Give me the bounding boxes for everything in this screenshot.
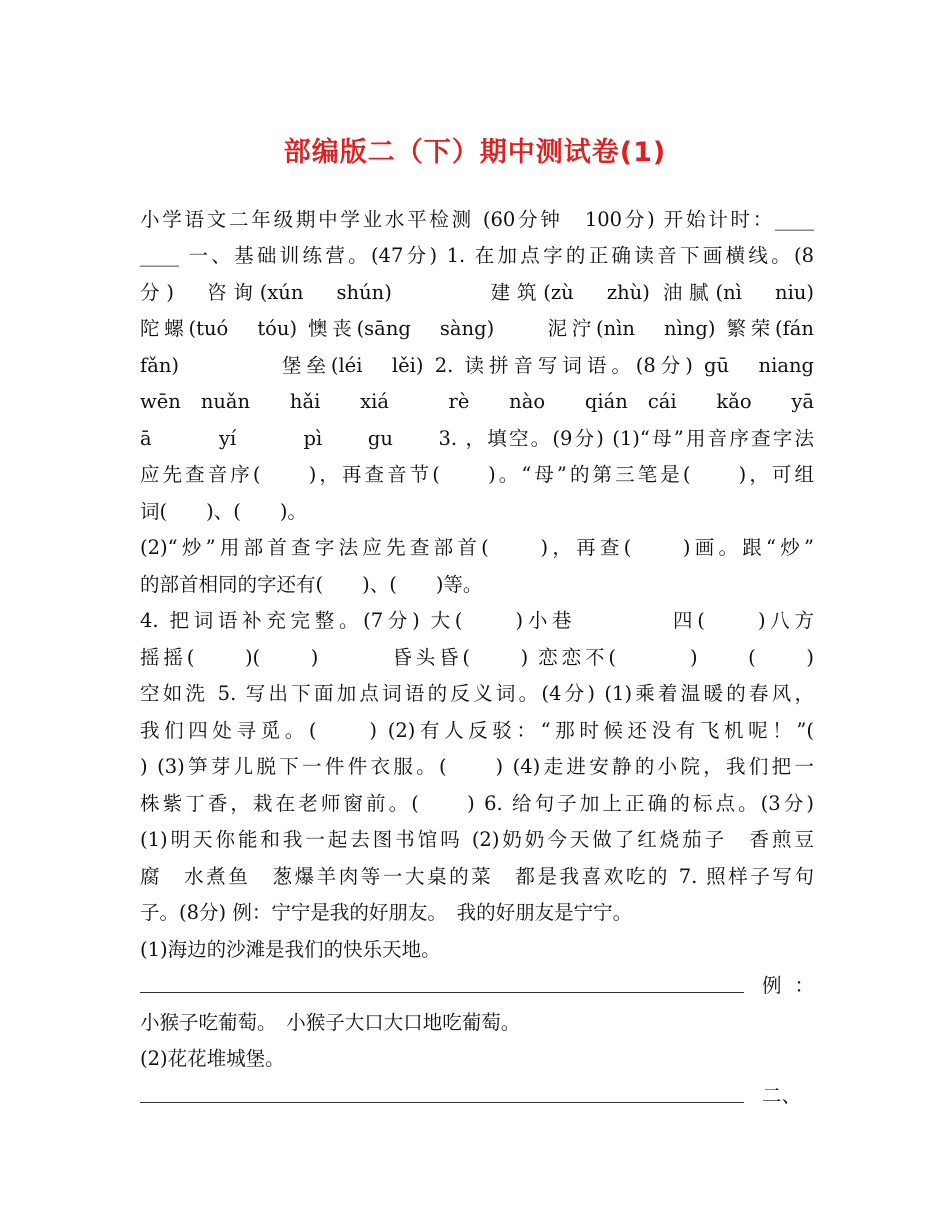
text-line: 小猴子吃葡萄。 小猴子大口大口地吃葡萄。 (140, 1011, 521, 1034)
text-line: (2)花花堆城堡。 (140, 1047, 285, 1070)
text-line: 例： (762, 974, 814, 997)
text-line: 分) 咨询(xún shún) 建筑(zù zhù) 油腻(nì niu) (140, 281, 814, 304)
text-line: 摇摇( )( ) 昏头昏( ) 恋恋不( ) ( ) (140, 646, 814, 669)
text-line: 二、 (762, 1084, 802, 1107)
answer-blank (140, 992, 744, 993)
text-line: wēn nuǎn hǎi xiá rè nào qián cái kǎo yā (140, 390, 814, 413)
text-line: 词( )、( )。 (140, 500, 307, 523)
text-line: 陀螺(tuó tóu) 懊丧(sāng sàng) 泥泞(nìn nìng) 繁荣(fán (140, 317, 814, 340)
text-line: (1)海边的沙滩是我们的快乐天地。 (140, 938, 441, 961)
page-title: 部编版二（下）期中测试卷(1) (283, 137, 667, 168)
text-line: ā yí pì gu 3. ，填空。(9分) (1)“母”用音序查字法 (140, 427, 814, 450)
answer-line (140, 1078, 814, 1114)
text-line: ____ 一、基础训练营。(47分) 1. 在加点字的正确读音下画横线。(8 (140, 244, 814, 267)
answer-blank (140, 1102, 744, 1103)
text-line: (1)明天你能和我一起去图书馆吗 (2)奶奶今天做了红烧茄子 香煎豆 (140, 828, 814, 851)
text-line: (2)“炒”用部首查字法应先查部首( )，再查( )画。跟“炒” (140, 536, 814, 559)
text-line: 株紫丁香，栽在老师窗前。( ) 6. 给句子加上正确的标点。(3分) (140, 792, 814, 815)
text-line: 空如洗 5. 写出下面加点词语的反义词。(4分) (1)乘着温暖的春风， (140, 682, 814, 705)
text-line: 我们四处寻觅。( ) (2)有人反驳：“那时候还没有飞机呢！”( (140, 719, 814, 742)
text-line: 小学语文二年级期中学业水平检测 (60分钟 100分) 开始计时：____ (140, 208, 814, 231)
text-line: fǎn) 堡垒(léi lěi) 2. 读拼音写词语。(8分) gū niang (140, 354, 814, 377)
text-line: 应先查音序( )，再查音节( )。“母”的第三笔是( )，可组 (140, 463, 814, 486)
text-line: 子。(8分) 例：宁宁是我的好朋友。 我的好朋友是宁宁。 (140, 901, 633, 924)
answer-line (140, 968, 814, 1004)
text-line: 的部首相同的字还有( )、( )等。 (140, 573, 483, 596)
text-line: 4. 把词语补充完整。(7分) 大( )小巷 四( )八方 (140, 609, 814, 632)
text-line: 腐 水煮鱼 葱爆羊肉等一大桌的菜 都是我喜欢吃的 7. 照样子写句 (140, 865, 814, 888)
text-line: ) (3)笋芽儿脱下一件件衣服。( ) (4)走进安静的小院，我们把一 (140, 755, 814, 778)
